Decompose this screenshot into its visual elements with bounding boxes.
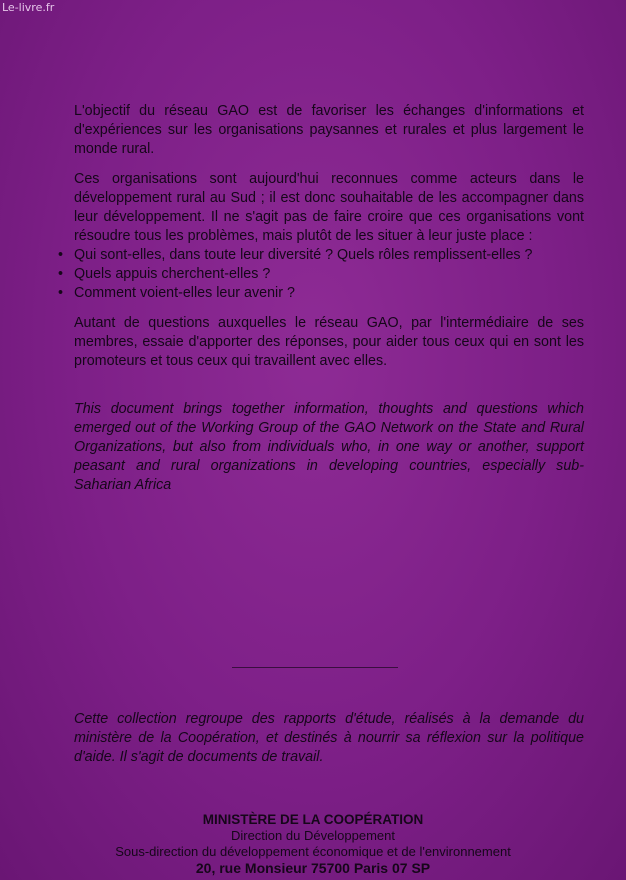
french-question-list	[58, 246, 584, 303]
list-item-text: Comment voient-elles leur avenir ?	[74, 285, 295, 301]
list-item	[58, 284, 584, 303]
watermark: Le-livre.fr	[2, 1, 55, 14]
bullet-icon: •	[58, 285, 64, 301]
french-text-block	[58, 102, 584, 382]
divider	[232, 667, 398, 668]
address: 20, rue Monsieur 75700 Paris 07 SP	[195, 860, 431, 876]
list-item-text: Qui sont-elles, dans toute leur diversité ? Quels rôles remplissent-elles ?	[74, 247, 533, 263]
bullet-icon: •	[58, 266, 64, 282]
list-item-text: Quels appuis cherchent-elles ?	[74, 266, 271, 282]
french-paragraph-organizations: Ces organisations sont aujourd'hui reconnues comme acteurs dans le développement rural au Sud ; il est donc souhaitable de les accompagner dans leur développement. Il ne s'agit pas de faire croire que ces organisations vont résoudre tous les problèmes, mais plutôt de les situer à leur juste place :	[74, 171, 584, 244]
subdirection-name: Sous-direction du développement économique et de l'environnement	[115, 844, 511, 859]
direction-name: Direction du Développement	[230, 828, 396, 843]
publisher-footer	[40, 812, 586, 876]
bullet-icon: •	[58, 247, 64, 263]
ministry-name: MINISTÈRE DE LA COOPÉRATION	[202, 812, 424, 827]
collection-note-text: Cette collection regroupe des rapports d'étude, réalisés à la demande du ministère de la Coopération, et destinés à nourrir sa réflexion sur la politique d'aide. Il s'agit de documents de travail.	[74, 711, 584, 765]
list-item	[58, 265, 584, 284]
collection-note	[74, 710, 584, 767]
french-paragraph-objective: L'objectif du réseau GAO est de favoriser les échanges d'informations et d'expériences sur les organisations paysannes et rurales et plus largement le monde rural.	[74, 103, 584, 157]
french-paragraph-questions: Autant de questions auxquelles le réseau GAO, par l'intermédiaire de ses membres, essaie d'apporter des réponses, pour aider tous ceux qui en sont les promoteurs et tous ceux qui travaillent avec elles.	[74, 315, 584, 369]
list-item	[58, 246, 584, 265]
english-summary	[74, 400, 584, 495]
english-paragraph: This document brings together information, thoughts and questions which emerged out of the Working Group of the GAO Network on the State and Rural Organizations, but also from individuals who, in one way or another, support peasant and rural organizations in developing countries, especially sub-Saharian Africa	[74, 401, 584, 493]
